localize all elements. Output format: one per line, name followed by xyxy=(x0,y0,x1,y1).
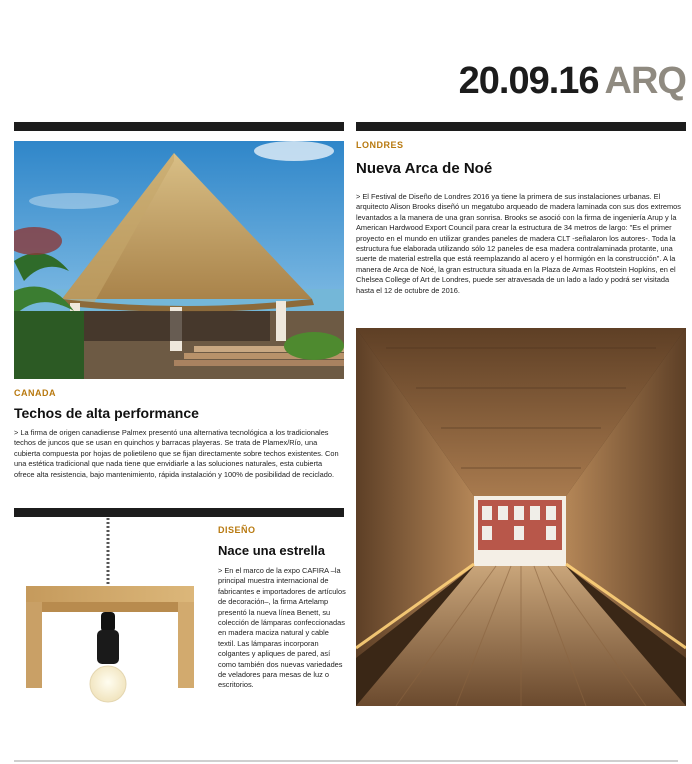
article-body: > En el marco de la expo CAFIRA –la principal muestra internacional de fabricantes e importadores de artículos de decoración–, la firma Artelamp presentó la nueva línea Benett, su colección de lámparas confeccionadas en madera maciza natural y cable textil. Las lámparas incorporan colgantes y apliques de pared, así como también dos nuevas variedades de veladores para mesas de luz o escritorios. xyxy=(218,566,346,690)
page-header xyxy=(459,62,686,100)
wooden-tunnel-photo xyxy=(356,328,686,706)
wooden-lamp-photo xyxy=(14,518,214,708)
bottom-left-rule xyxy=(14,508,344,517)
page-bottom-divider xyxy=(14,760,678,762)
article-headline: Techos de alta performance xyxy=(14,405,199,421)
article-headline: Nace una estrella xyxy=(218,543,325,558)
article-headline: Nueva Arca de Noé xyxy=(356,160,493,177)
issue-date: 20.09.16 xyxy=(458,60,599,102)
article-kicker: CANADA xyxy=(14,388,56,398)
left-column-rule xyxy=(14,122,344,131)
article-body: > La firma de origen canadiense Palmex presentó una alternativa tecnológica a los tradicionales techos de juncos que se usan en quinchos y barracas playeras. Se trata de Plamex/Río, una cubierta compuesta por hojas de polietileno que se fijan directamente sobre techos existentes. Con una estética tradicional que nada tiene que envidiarle a las soluciones naturales, esta cubierta ofrece alta resistencia, bajo mantenimiento, rápida instalación y 100% de posibilidad de reciclado. xyxy=(14,428,339,479)
right-column-rule xyxy=(356,122,686,131)
article-body: > El Festival de Diseño de Londres 2016 ya tiene la primera de sus instalaciones urbanas. El arquitecto Alison Brooks diseñó un megatubo arqueado de madera laminada con sus dos extremos levantados a la manera de una gran sonrisa. Brooks se asoció con la firma de ingeniería Arup y la American Hardwood Export Council para crear la estructura de 34 metros de largo: "Es el primer proyecto en el mundo en utilizar grandes paneles de madera CLT -señalaron los autores-. Toda la estructura fue elaborada utilizando sólo 12 paneles de esa madera contralaminada protante, una suerte de material estrella que está reemplazando al acero y el hormigón en la construcción". A la manera de Arca de Noé, la gran estructura situada en la Plaza de Armas Rootstein Hopkins, en el Chelsea College of Art de Londres, puede ser atravesada de un lado a lado y podrá ser visitada hasta el 12 de octubre de 2016. xyxy=(356,192,681,295)
article-kicker: LONDRES xyxy=(356,140,404,150)
section-name: ARQ xyxy=(604,60,686,102)
article-kicker: DISEÑO xyxy=(218,525,256,535)
thatched-roof-photo xyxy=(14,141,344,379)
